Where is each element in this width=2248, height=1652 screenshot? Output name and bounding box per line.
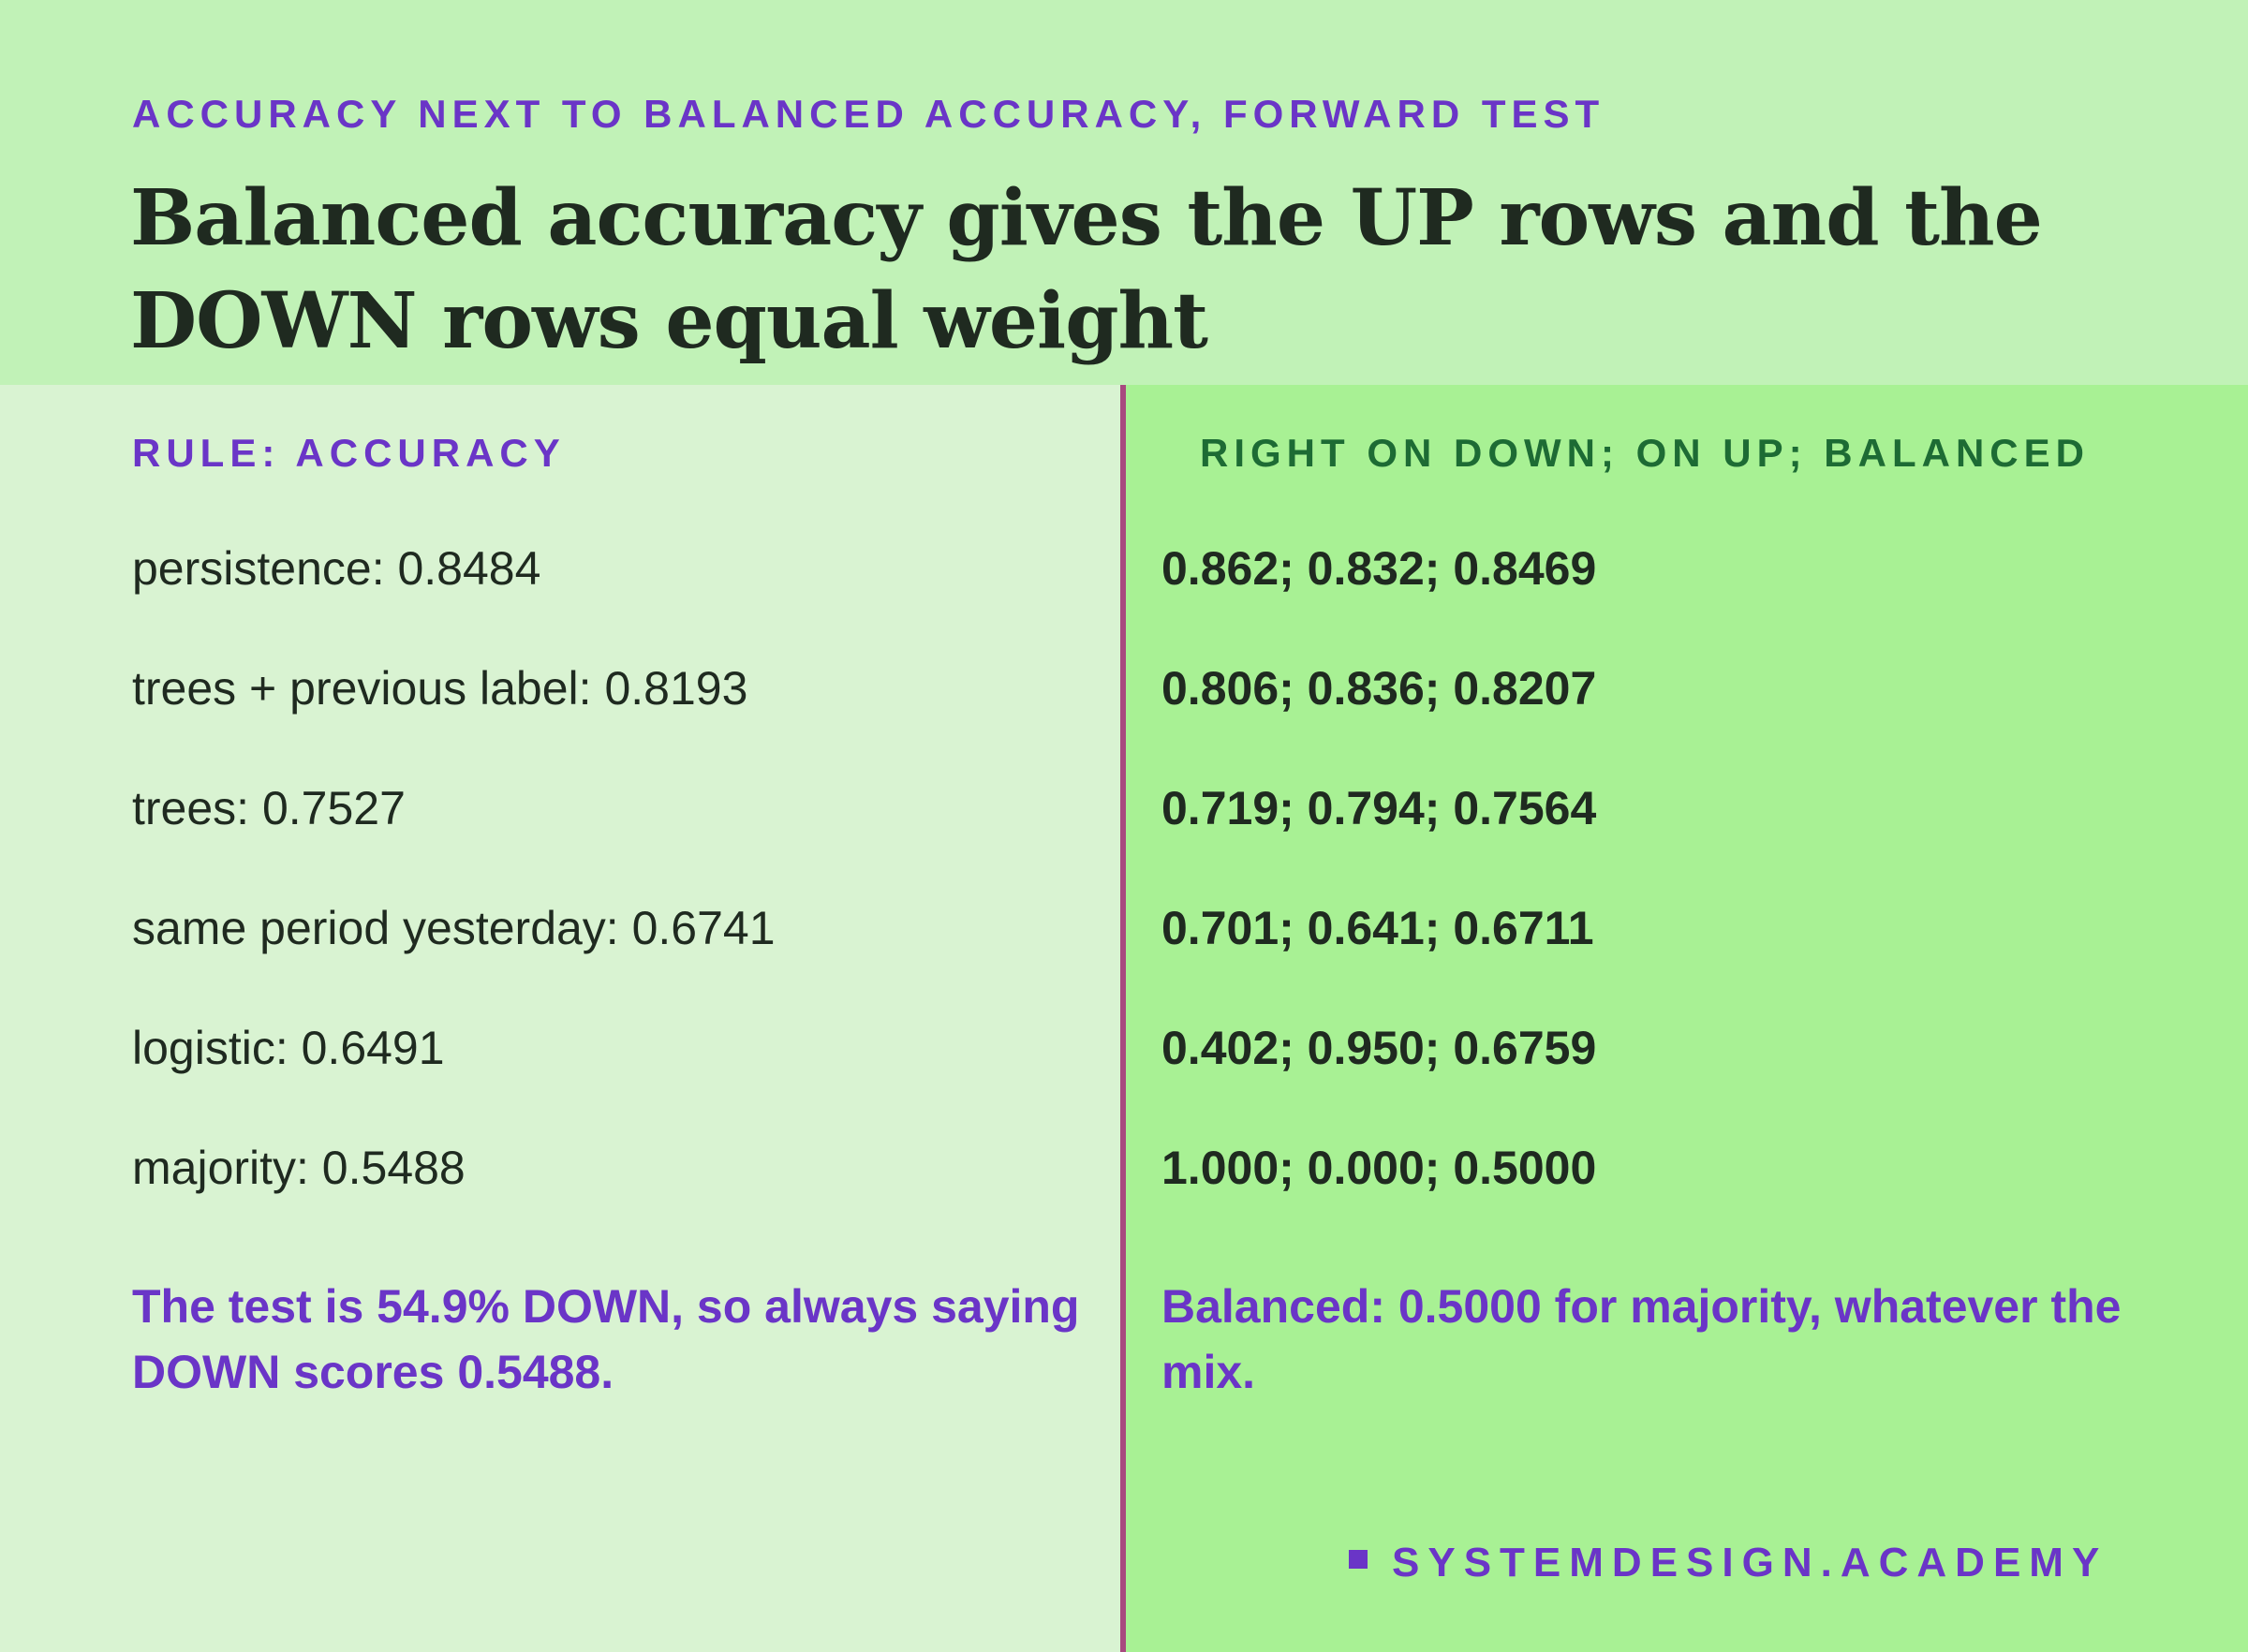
right-column-heading: RIGHT ON DOWN; ON UP; BALANCED bbox=[1200, 431, 2090, 475]
balanced-accuracy-row: 0.806; 0.836; 0.8207 bbox=[1161, 662, 1597, 715]
brand-label: SYSTEMDESIGN.ACADEMY bbox=[1392, 1540, 2108, 1586]
rule-accuracy-row: same period yesterday: 0.6741 bbox=[132, 902, 776, 954]
brand-footer bbox=[1349, 1540, 2108, 1586]
balanced-accuracy-row: 1.000; 0.000; 0.5000 bbox=[1161, 1142, 1597, 1194]
balanced-accuracy-row: 0.719; 0.794; 0.7564 bbox=[1161, 782, 1597, 834]
rule-accuracy-row: trees: 0.7527 bbox=[132, 782, 406, 834]
header bbox=[0, 0, 2248, 385]
rule-accuracy-row: trees + previous label: 0.8193 bbox=[132, 662, 748, 715]
rule-accuracy-row: majority: 0.5488 bbox=[132, 1142, 466, 1194]
rule-accuracy-row: logistic: 0.6491 bbox=[132, 1022, 445, 1074]
balanced-accuracy-row: 0.701; 0.641; 0.6711 bbox=[1161, 902, 1594, 954]
left-column-heading: RULE: ACCURACY bbox=[132, 431, 566, 475]
balanced-accuracy-row: 0.402; 0.950; 0.6759 bbox=[1161, 1022, 1597, 1074]
right-note: Balanced: 0.5000 for majority, whatever the mix. bbox=[1161, 1280, 2122, 1398]
kicker: ACCURACY NEXT TO BALANCED ACCURACY, FORWARD TEST bbox=[132, 92, 1605, 136]
left-note: The test is 54.9% DOWN, so always saying DOWN scores 0.5488. bbox=[132, 1280, 1080, 1398]
page-title: Balanced accuracy gives the UP rows and the DOWN rows equal weight bbox=[130, 173, 2042, 366]
brand-square-icon bbox=[1349, 1550, 1368, 1569]
balanced-accuracy-row: 0.862; 0.832; 0.8469 bbox=[1161, 542, 1597, 595]
rule-accuracy-row: persistence: 0.8484 bbox=[132, 542, 541, 595]
